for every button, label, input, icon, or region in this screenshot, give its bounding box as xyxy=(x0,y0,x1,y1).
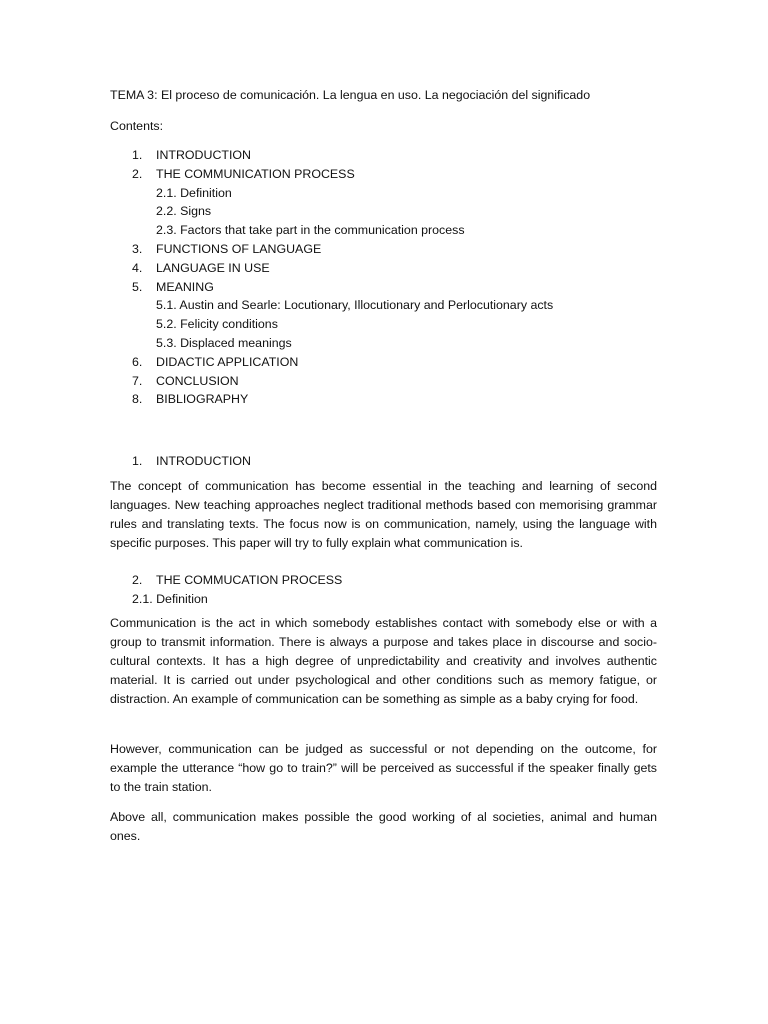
toc-subitem-text: 2.2. Signs xyxy=(156,204,212,219)
toc-item-text: BIBLIOGRAPHY xyxy=(156,392,249,407)
toc-subitem-text: 5.1. Austin and Searle: Locutionary, Illocutionary and Perlocutionary acts xyxy=(156,298,554,313)
toc-subitem xyxy=(0,296,768,315)
toc-item xyxy=(0,240,768,259)
toc-item-number: 2. xyxy=(132,166,143,181)
toc-item-text: FUNCTIONS OF LANGUAGE xyxy=(156,241,322,256)
toc-item-number: 7. xyxy=(132,373,143,388)
section-title: INTRODUCTION xyxy=(156,454,251,468)
toc-item-number: 3. xyxy=(132,241,143,256)
section-number: 2. xyxy=(132,573,143,587)
above-all-paragraph: Above all, communication makes possible the good working of al societies, animal and human ones. xyxy=(110,810,657,844)
section-number: 1. xyxy=(132,454,143,468)
toc-subitem-text: 5.3. Displaced meanings xyxy=(156,335,292,350)
toc-item-text: MEANING xyxy=(156,279,214,294)
toc-item xyxy=(0,353,768,372)
toc-item xyxy=(0,259,768,278)
toc-item xyxy=(0,278,768,297)
toc-item-text: THE COMMUNICATION PROCESS xyxy=(156,166,355,181)
toc-subitem xyxy=(0,184,768,203)
toc-item-number: 8. xyxy=(132,392,143,407)
toc-subitem xyxy=(0,202,768,221)
toc-item-text: CONCLUSION xyxy=(156,373,239,388)
toc-subitem-text: 5.2. Felicity conditions xyxy=(156,317,278,332)
toc-item-text: LANGUAGE IN USE xyxy=(156,260,270,275)
toc-item xyxy=(0,390,768,409)
document-title: TEMA 3: El proceso de comunicación. La lengua en uso. La negociación del significado xyxy=(110,88,591,102)
toc-subitem xyxy=(0,315,768,334)
toc-subitem xyxy=(0,221,768,240)
toc-item xyxy=(0,146,768,165)
toc-subitem-text: 2.3. Factors that take part in the communication process xyxy=(156,223,465,238)
toc-subitem xyxy=(0,334,768,353)
toc-item-number: 5. xyxy=(132,279,143,294)
table-of-contents xyxy=(0,146,768,409)
toc-item-text: INTRODUCTION xyxy=(156,148,251,162)
intro-paragraph: The concept of communication has become essential in the teaching and learning of second languages. New teaching approaches neglect traditional methods based con memorising grammar rules and translating texts. The focus now is on communication, namely, using the language with specific purposes. This paper will try to fully explain what communication is. xyxy=(110,479,657,550)
however-paragraph: However, communication can be judged as successful or not depending on the outcome, for example the utterance “how go to train?” will be perceived as successful if the speaker finally gets to the train station. xyxy=(110,742,657,794)
section-title: THE COMMUCATION PROCESS xyxy=(156,573,343,587)
definition-paragraph: Communication is the act in which somebody establishes contact with somebody else or with a group to transmit information. There is always a purpose and takes place in discourse and socio-cultural contexts. It has a high degree of unpredictability and creativity and involves authentic material. It is carried out under psychological and other conditions such as memory fatigue, or distraction. An example of communication can be something as simple as a baby crying for food. xyxy=(110,616,657,706)
toc-item-number: 1. xyxy=(132,148,143,162)
toc-subitem-text: 2.1. Definition xyxy=(156,185,232,200)
subsection-heading-definition: 2.1. Definition xyxy=(132,592,208,606)
toc-item-text: DIDACTIC APPLICATION xyxy=(156,354,299,369)
toc-item-number: 4. xyxy=(132,260,143,275)
contents-label: Contents: xyxy=(110,119,164,133)
toc-item xyxy=(0,165,768,184)
toc-item-number: 6. xyxy=(132,354,143,369)
toc-item xyxy=(0,372,768,391)
